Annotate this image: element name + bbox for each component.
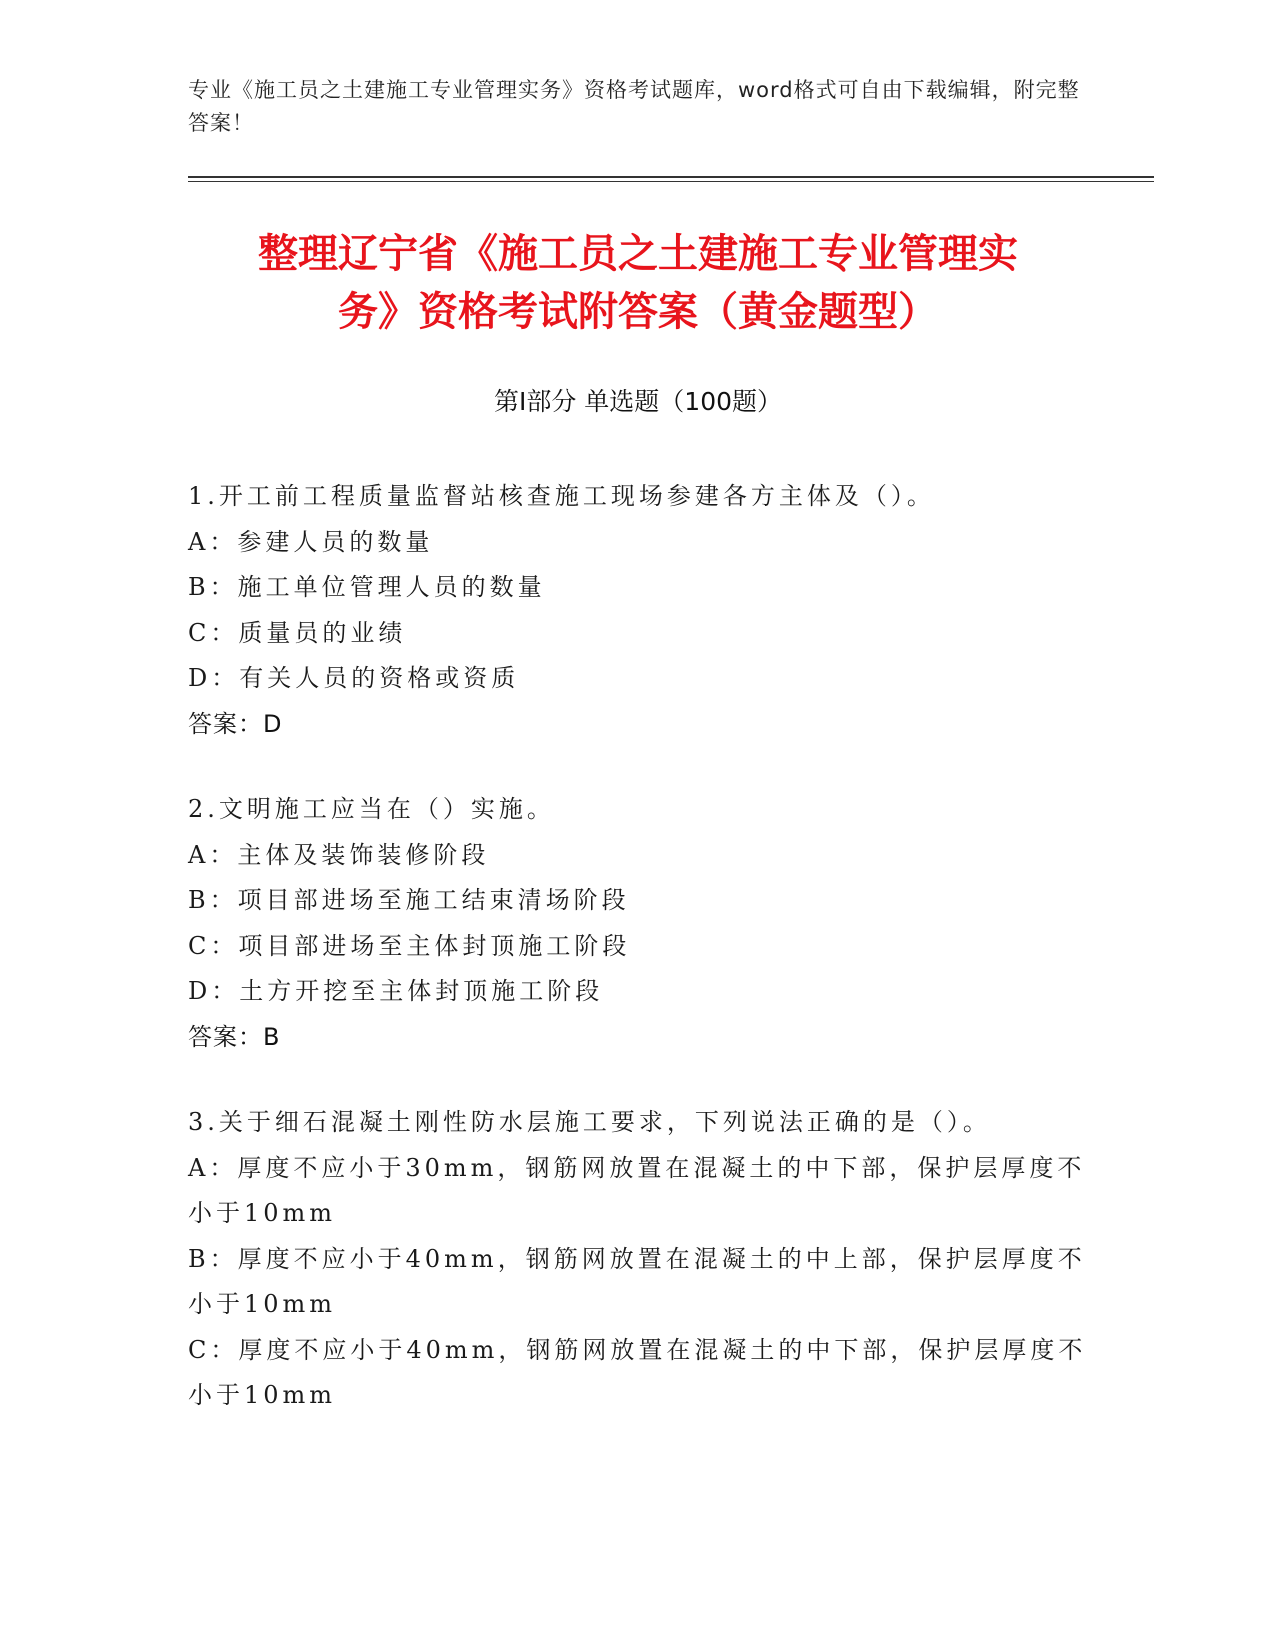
- option-a: A：厚度不应小于30mm，钢筋网放置在混凝土的中下部，保护层厚度不小于10mm: [188, 1153, 1086, 1227]
- question-stem: 3.关于细石混凝土刚性防水层施工要求，下列说法正确的是（）。: [188, 1108, 991, 1136]
- option-c: C：项目部进场至主体封顶施工阶段: [188, 931, 631, 960]
- option-c: C：厚度不应小于40mm，钢筋网放置在混凝土的中下部，保护层厚度不小于10mm: [188, 1335, 1087, 1409]
- option-a: A：参建人员的数量: [188, 527, 434, 556]
- section-title: 第Ⅰ部分 单选题（100题）: [493, 387, 783, 416]
- option-b: B：施工单位管理人员的数量: [188, 573, 546, 601]
- option-d: D：土方开挖至主体封顶施工阶段: [188, 977, 604, 1005]
- answer-line: 答案：B: [188, 1022, 281, 1051]
- question-2: [188, 787, 1088, 1060]
- option-d: D：有关人员的资格或资质: [188, 664, 520, 692]
- header-note: 专业《施工员之土建施工专业管理实务》资格考试题库，word格式可自由下载编辑，附完整答案！: [188, 78, 1080, 135]
- answer-line: 答案：D: [188, 709, 283, 738]
- document-title: [188, 225, 1088, 341]
- document-title-line-1: 整理辽宁省《施工员之土建施工专业管理实: [258, 231, 1018, 277]
- option-a: A：主体及装饰装修阶段: [188, 840, 490, 869]
- header-divider-thick: [188, 176, 1154, 178]
- option-b: B：项目部进场至施工结束清场阶段: [188, 886, 630, 914]
- option-b: B：厚度不应小于40mm，钢筋网放置在混凝土的中上部，保护层厚度不小于10mm: [188, 1244, 1086, 1318]
- question-list: [188, 474, 1088, 1459]
- header-divider-thin: [188, 181, 1154, 182]
- question-stem: 2.文明施工应当在（）实施。: [188, 795, 555, 823]
- question-1: [188, 474, 1088, 747]
- question-3: [188, 1100, 1088, 1419]
- question-stem: 1.开工前工程质量监督站核查施工现场参建各方主体及（）。: [188, 482, 935, 510]
- document-title-line-2: 务》资格考试附答案（黄金题型）: [338, 289, 938, 335]
- option-c: C：质量员的业绩: [188, 618, 407, 647]
